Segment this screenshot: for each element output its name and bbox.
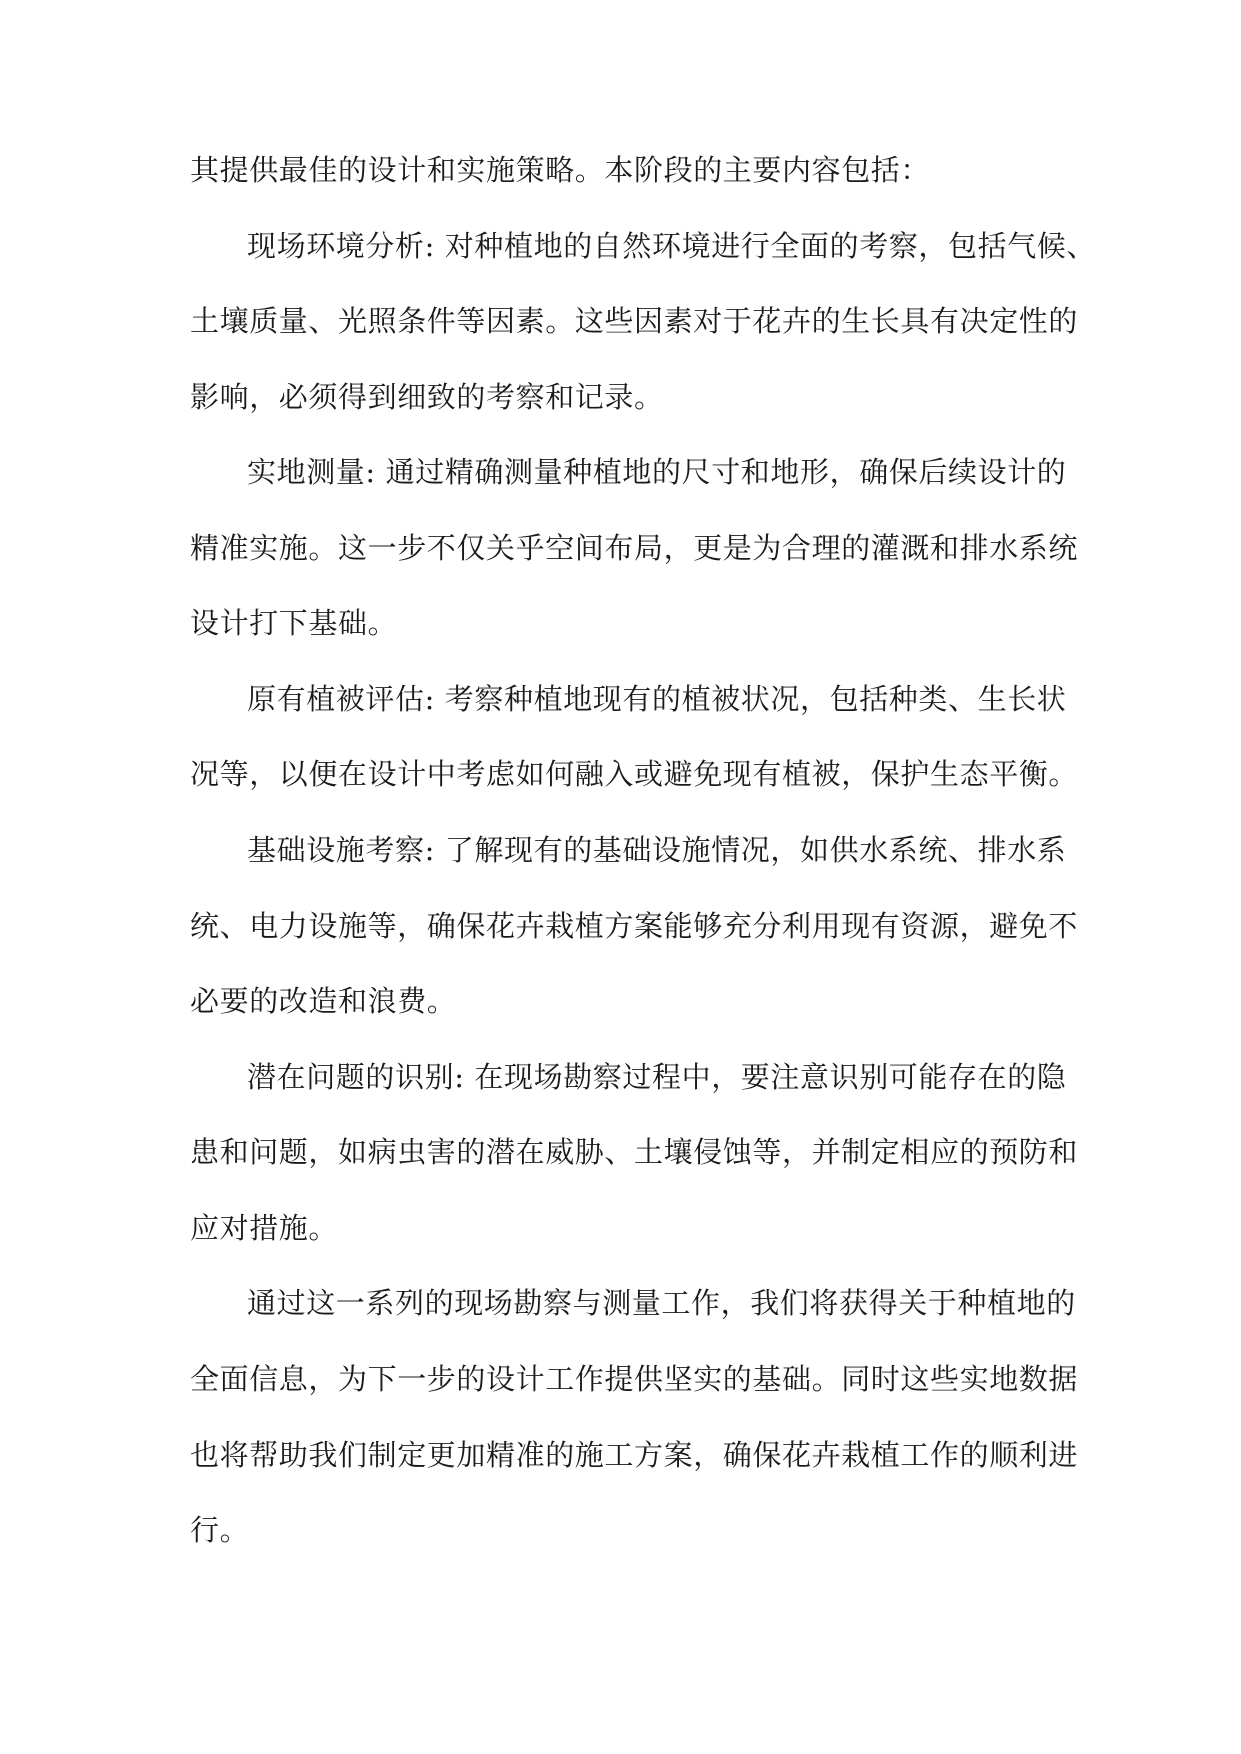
paragraph-summary-line: 全面信息，为下一步的设计工作提供坚实的基础。同时这些实地数据 bbox=[190, 1362, 1079, 1396]
paragraph-risk-identification-line: 患和问题，如病虫害的潜在威胁、土壤侵蚀等，并制定相应的预防和 bbox=[190, 1135, 1079, 1169]
paragraph-infrastructure-line: 基础设施考察: 了解现有的基础设施情况，如供水系统、排水系 bbox=[247, 833, 1067, 867]
paragraph-vegetation-line: 原有植被评估: 考察种植地现有的植被状况，包括种类、生长状 bbox=[247, 682, 1067, 716]
paragraph-infrastructure-line: 统、电力设施等，确保花卉栽植方案能够充分利用现有资源，避免不 bbox=[190, 909, 1079, 943]
paragraph-field-survey-line: 实地测量: 通过精确测量种植地的尺寸和地形，确保后续设计的 bbox=[247, 455, 1067, 489]
paragraph-infrastructure-line: 必要的改造和浪费。 bbox=[190, 984, 457, 1018]
paragraph-site-environment-line: 影响，必须得到细致的考察和记录。 bbox=[190, 380, 664, 414]
paragraph-summary-line: 也将帮助我们制定更加精准的施工方案，确保花卉栽植工作的顺利进 bbox=[190, 1438, 1079, 1472]
paragraph-site-environment-line: 土壤质量、光照条件等因素。这些因素对于花卉的生长具有决定性的 bbox=[190, 304, 1079, 338]
paragraph-field-survey-line: 精准实施。这一步不仅关乎空间布局，更是为合理的灌溉和排水系统 bbox=[190, 531, 1079, 565]
paragraph-continuation-line: 其提供最佳的设计和实施策略。本阶段的主要内容包括： bbox=[190, 153, 931, 187]
paragraph-site-environment-line: 现场环境分析: 对种植地的自然环境进行全面的考察，包括气候、 bbox=[247, 229, 1096, 263]
paragraph-field-survey-line: 设计打下基础。 bbox=[190, 606, 398, 640]
paragraph-risk-identification-line: 应对措施。 bbox=[190, 1211, 339, 1245]
paragraph-summary-line: 通过这一系列的现场勘察与测量工作，我们将获得关于种植地的 bbox=[247, 1286, 1076, 1320]
paragraph-vegetation-line: 况等，以便在设计中考虑如何融入或避免现有植被，保护生态平衡。 bbox=[190, 757, 1079, 791]
paragraph-risk-identification-line: 潜在问题的识别: 在现场勘察过程中，要注意识别可能存在的隐 bbox=[247, 1060, 1067, 1094]
paragraph-summary-line: 行。 bbox=[190, 1513, 250, 1547]
